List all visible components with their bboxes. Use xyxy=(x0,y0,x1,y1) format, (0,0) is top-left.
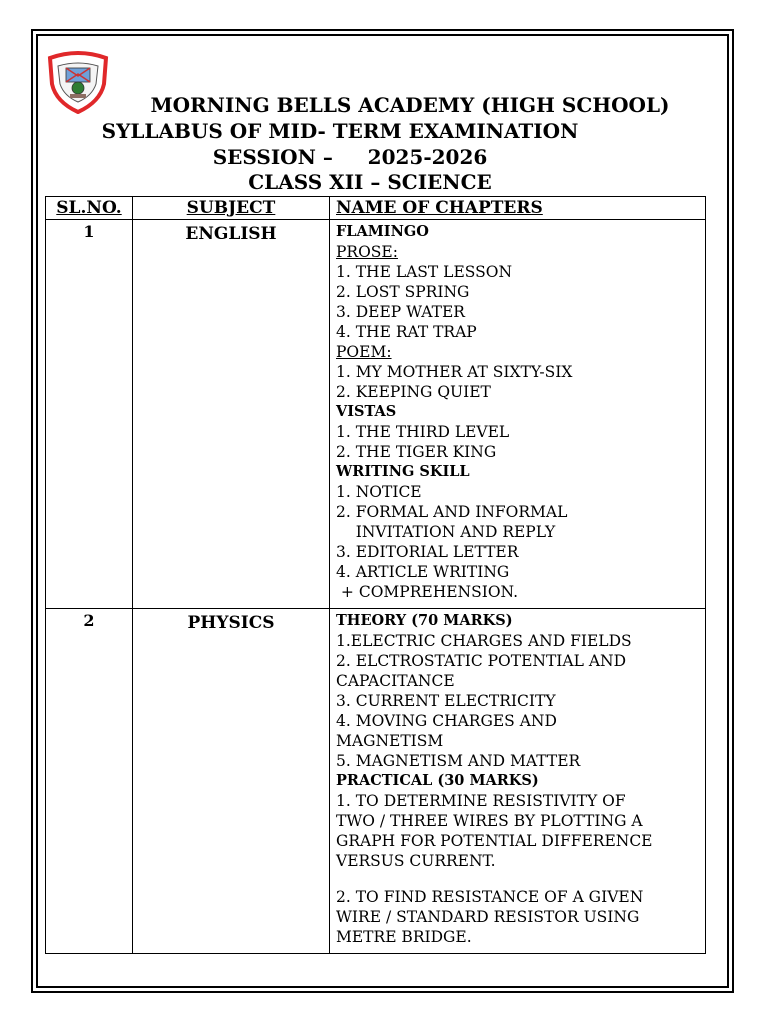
table-row xyxy=(46,609,706,954)
chapter-list xyxy=(330,220,706,609)
chapter-item: MAGNETISM xyxy=(336,732,444,750)
section-heading: VISTAS xyxy=(336,403,397,420)
section-subheading: POEM: xyxy=(336,343,392,361)
chapter-item: 2. LOST SPRING xyxy=(336,283,470,301)
chapter-item: + COMPREHENSION. xyxy=(336,583,519,601)
chapter-item: CAPACITANCE xyxy=(336,672,455,690)
section-subheading: PROSE: xyxy=(336,243,398,261)
chapter-item: 4. THE RAT TRAP xyxy=(336,323,477,341)
section-heading: THEORY (70 MARKS) xyxy=(336,612,513,629)
column-header-chapters: NAME OF CHAPTERS xyxy=(330,197,706,220)
session-label: SESSION – 2025-2026 xyxy=(212,145,488,169)
column-header-subject: SUBJECT xyxy=(133,197,330,220)
chapter-item: 2. THE TIGER KING xyxy=(336,443,497,461)
chapter-item: 5. MAGNETISM AND MATTER xyxy=(336,752,581,770)
chapter-item: 3. EDITORIAL LETTER xyxy=(336,543,519,561)
chapter-item: 2. KEEPING QUIET xyxy=(336,383,491,401)
table-header-row xyxy=(46,197,706,220)
chapter-item: WIRE / STANDARD RESISTOR USING xyxy=(336,908,640,926)
chapter-item: 3. DEEP WATER xyxy=(336,303,465,321)
chapter-item: TWO / THREE WIRES BY PLOTTING A xyxy=(336,812,643,830)
chapter-item: 3. CURRENT ELECTRICITY xyxy=(336,692,556,710)
school-name: MORNING BELLS ACADEMY (HIGH SCHOOL) xyxy=(150,93,670,117)
chapter-item: 1. THE THIRD LEVEL xyxy=(336,423,510,441)
chapter-item: 4. MOVING CHARGES AND xyxy=(336,712,557,730)
chapter-item: 4. ARTICLE WRITING xyxy=(336,563,510,581)
chapter-item: INVITATION AND REPLY xyxy=(336,523,556,541)
chapter-item: 2. FORMAL AND INFORMAL xyxy=(336,503,568,521)
class-label: CLASS XII – SCIENCE xyxy=(248,170,492,194)
serial-number: 2 xyxy=(46,609,133,954)
section-heading: FLAMINGO xyxy=(336,223,429,240)
table-row xyxy=(46,220,706,609)
section-heading: WRITING SKILL xyxy=(336,463,470,480)
chapter-item: METRE BRIDGE. xyxy=(336,928,472,946)
chapter-item: 1.ELECTRIC CHARGES AND FIELDS xyxy=(336,632,632,650)
chapter-item: 1. TO DETERMINE RESISTIVITY OF xyxy=(336,792,626,810)
subject-name: PHYSICS xyxy=(133,609,330,954)
spacer xyxy=(336,871,701,887)
chapter-item: 2. ELCTROSTATIC POTENTIAL AND xyxy=(336,652,627,670)
subject-name: ENGLISH xyxy=(133,220,330,609)
syllabus-table xyxy=(45,196,706,954)
chapter-item: 1. THE LAST LESSON xyxy=(336,263,513,281)
chapter-item: GRAPH FOR POTENTIAL DIFFERENCE xyxy=(336,832,653,850)
exam-title: SYLLABUS OF MID- TERM EXAMINATION xyxy=(101,119,579,143)
chapter-item: 1. MY MOTHER AT SIXTY-SIX xyxy=(336,363,573,381)
chapter-list xyxy=(330,609,706,954)
chapter-item: 2. TO FIND RESISTANCE OF A GIVEN xyxy=(336,888,644,906)
serial-number: 1 xyxy=(46,220,133,609)
chapter-item: VERSUS CURRENT. xyxy=(336,852,496,870)
section-heading: PRACTICAL (30 MARKS) xyxy=(336,772,539,789)
column-header-slno: SL.NO. xyxy=(46,197,133,220)
chapter-item: 1. NOTICE xyxy=(336,483,422,501)
